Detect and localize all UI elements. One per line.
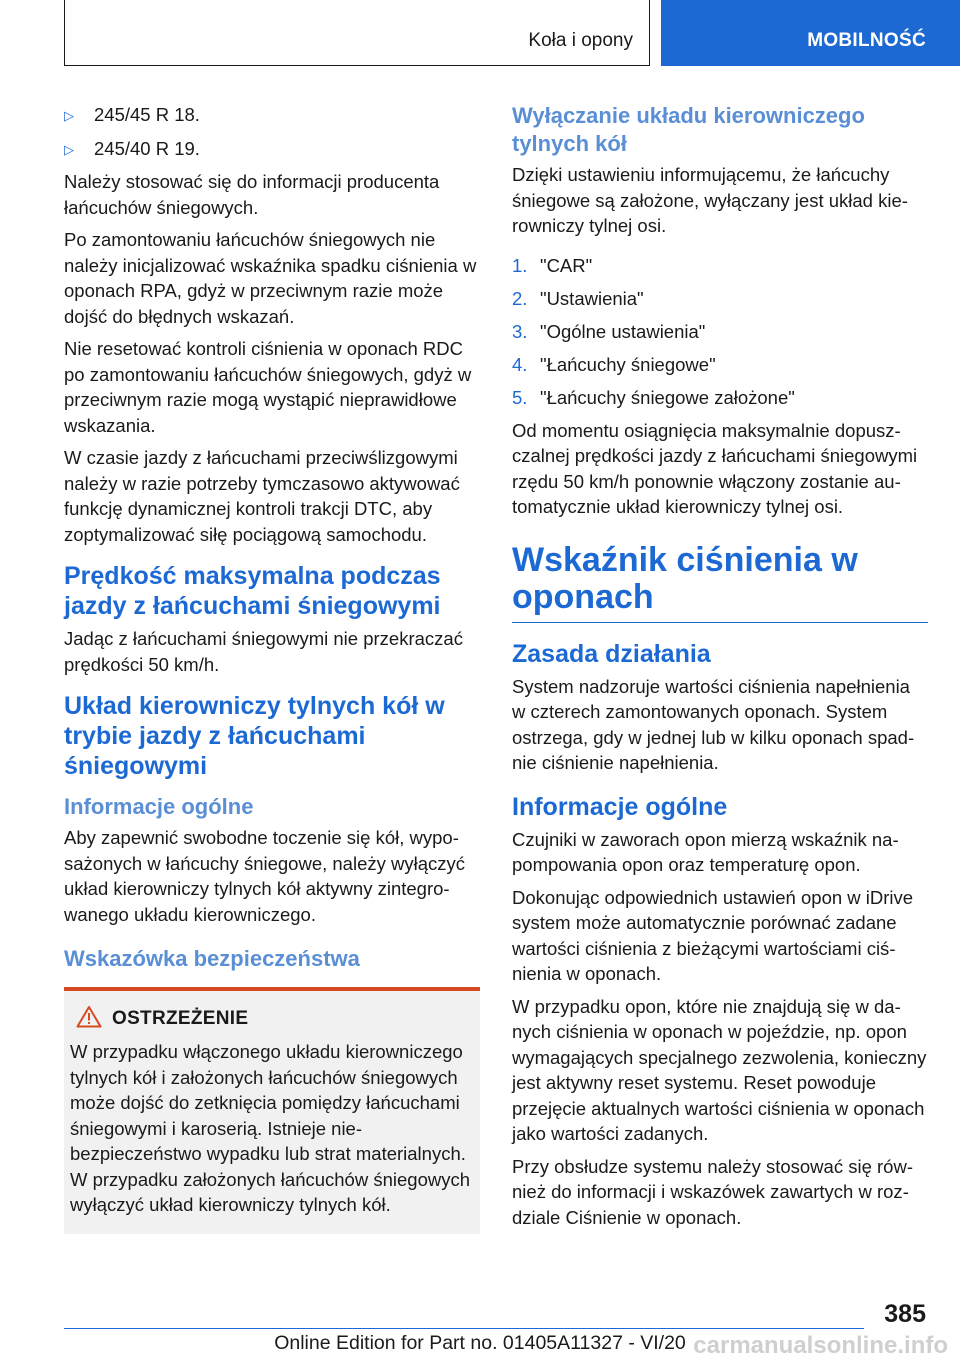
paragraph: Czujniki w zaworach opon mierzą wskaźnik napompowania opon oraz temperaturę opon.: [512, 828, 899, 876]
heading-disable-rear-steering: Wyłączanie układu kierowniczego tylnych kół: [512, 103, 865, 156]
heading-max-speed: Prędkość maksymalna podczas jazdy z łańcuchami śniegowymi: [64, 562, 441, 620]
paragraph: Należy stosować się do informacji producenta łańcuchów śniegowych.: [64, 171, 440, 218]
paragraph: Dokonując odpowiednich ustawień opon w iDrive system może automatycznie porównać zadane wartości ciśnienia z bieżącymi wartościami ciśnienia w oponach.: [512, 886, 914, 985]
page-number: 385: [884, 1300, 926, 1328]
footer-divider: [64, 1328, 864, 1329]
watermark: carmanualsonline.info: [693, 1332, 948, 1359]
warning-triangle-icon: [70, 1005, 112, 1033]
header-chapter: Koła i opony: [528, 30, 633, 51]
list-item: 2. "Ustawienia": [512, 287, 644, 309]
list-item: 4. "Łańcuchy śniegowe": [512, 353, 716, 375]
left-column: [64, 102, 480, 1234]
list-item: ▷ 245/40 R 19.: [64, 136, 480, 163]
paragraph: Aby zapewnić swobodne toczenie się kół, wyposażonych w łańcuchy śniegowe, należy wyłączyć układ kierowniczy tylnych kół aktywny zintegrowanego układu kierowniczego.: [64, 827, 466, 925]
heading-general-info: Informacje ogólne: [512, 792, 728, 821]
heading-principle: Zasada działania: [512, 639, 711, 668]
heading-rear-steering-chains: Układ kierowniczy tylnych kół w trybie jazdy z łańcuchami śniegowymi: [64, 692, 445, 780]
header-chapter-box: [64, 0, 650, 66]
heading-safety-note: Wskazówka bezpieczeństwa: [64, 946, 360, 971]
paragraph: W przypadku opon, które nie znajdują się w danych ciśnienia w oponach w pojeździe, np. opon wymagających specjalnego zezwolenia, konieczny jest aktywny reset systemu. Reset powoduje przejęcie aktualnych wartości ciśnienia w oponach jako wartości zadanych.: [512, 995, 927, 1145]
paragraph: W czasie jazdy z łańcuchami przeciwślizgowymi należy w razie potrzeby tymczasowo aktywować funkcję dynamicznej kontroli trakcji DTC, aby zoptymalizować siłę pociągową samochodu.: [64, 447, 460, 545]
list-item: 3. "Ogólne ustawienia": [512, 320, 706, 342]
paragraph: System nadzoruje wartości ciśnienia napełnienia w czterech zamontowanych oponach. System ostrzega, gdy w jednej lub w kilku oponach spadnie ciśnienie napełnienia.: [512, 675, 915, 774]
triangle-bullet-icon: ▷: [64, 108, 74, 123]
triangle-bullet-icon: ▷: [64, 141, 74, 157]
paragraph: Od momentu osiągnięcia maksymalnie dopuszczalnej prędkości jazdy z łańcuchami śniegowymi rzędu 50 km/h ponownie włączony zostanie automatycznie układ kierowniczy tylnej osi.: [512, 419, 918, 518]
header-section-tab: [661, 0, 960, 66]
right-column: [512, 102, 928, 1237]
paragraph: Po zamontowaniu łańcuchów śniegowych nie należy inicjalizować wskaźnika spadku ciśnienia w oponach RPA, gdyż w przeciwnym razie może dojść do błędnych wskazań.: [64, 229, 477, 327]
warning-text: W przypadku włączonego układu kierowniczego tylnych kół i założonych łańcuchów śniegowych może dojść do zetknięcia pomiędzy łańcuchami śniegowymi i karoserią. Istnieje niebezpieczeństwo wypadku lub strat materialnych. W przypadku założonych łańcuchów śniegowych wyłączyć układ kierowniczy tylnych kół.: [70, 1041, 471, 1215]
paragraph: Nie resetować kontroli ciśnienia w oponach RDC po zamontowaniu łańcuchów śniegowych, gdyż w przeciwnym razie mogą wystąpić nieprawidłowe wskazania.: [64, 338, 472, 436]
paragraph: Przy obsłudze systemu należy stosować się również do informacji i wskazówek zawartych w rozdziale Ciśnienie w oponach.: [512, 1155, 913, 1228]
header-section: MOBILNOŚĆ: [807, 30, 926, 51]
list-item: 5. "Łańcuchy śniegowe założone": [512, 386, 795, 408]
warning-title: OSTRZEŻENIE: [112, 1008, 249, 1029]
heading-tire-pressure-monitor: Wskaźnik ciśnienia w oponach: [512, 542, 928, 623]
paragraph: Dzięki ustawieniu informującemu, że łańcuchy śniegowe są założone, wyłączany jest układ kierowniczy tylnej osi.: [512, 164, 908, 236]
list-item: ▷ 245/45 R 18.: [64, 102, 480, 129]
paragraph: Jadąc z łańcuchami śniegowymi nie przekraczać prędkości 50 km/h.: [64, 628, 463, 675]
footer-edition: Online Edition for Part no. 01405A11327 - VI/20: [274, 1332, 686, 1354]
heading-general-info: Informacje ogólne: [64, 794, 254, 819]
warning-box: [64, 987, 480, 1234]
list-item: 1. "CAR": [512, 254, 593, 276]
